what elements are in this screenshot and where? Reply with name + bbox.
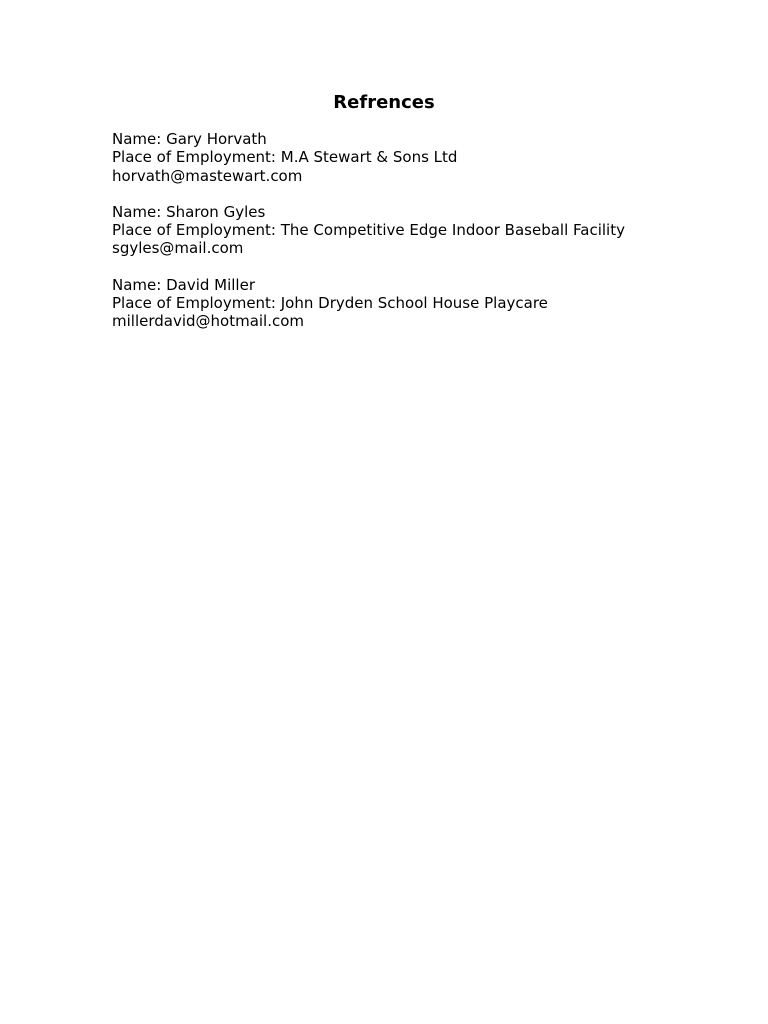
reference-name: Name: Gary Horvath: [112, 130, 267, 148]
reference-employment: Place of Employment: M.A Stewart & Sons Ltd: [112, 148, 458, 167]
reference-entry-sharon-gyles: [112, 203, 712, 258]
reference-name: Name: Sharon Gyles: [112, 202, 266, 221]
page-title: Refrences: [333, 92, 435, 113]
reference-entry-gary-horvath: [112, 130, 712, 185]
reference-email: horvath@mastewart.com: [112, 166, 303, 185]
reference-name: Name: David Miller: [112, 275, 255, 294]
reference-employment: Place of Employment: The Competitive Edge Indoor Baseball Facility: [112, 221, 625, 240]
references-list: [112, 130, 712, 349]
reference-employment: Place of Employment: John Dryden School House Playcare: [112, 294, 548, 313]
reference-email: millerdavid@hotmail.com: [112, 312, 305, 331]
reference-entry-david-miller: [112, 276, 712, 331]
reference-email: sgyles@mail.com: [112, 239, 244, 258]
